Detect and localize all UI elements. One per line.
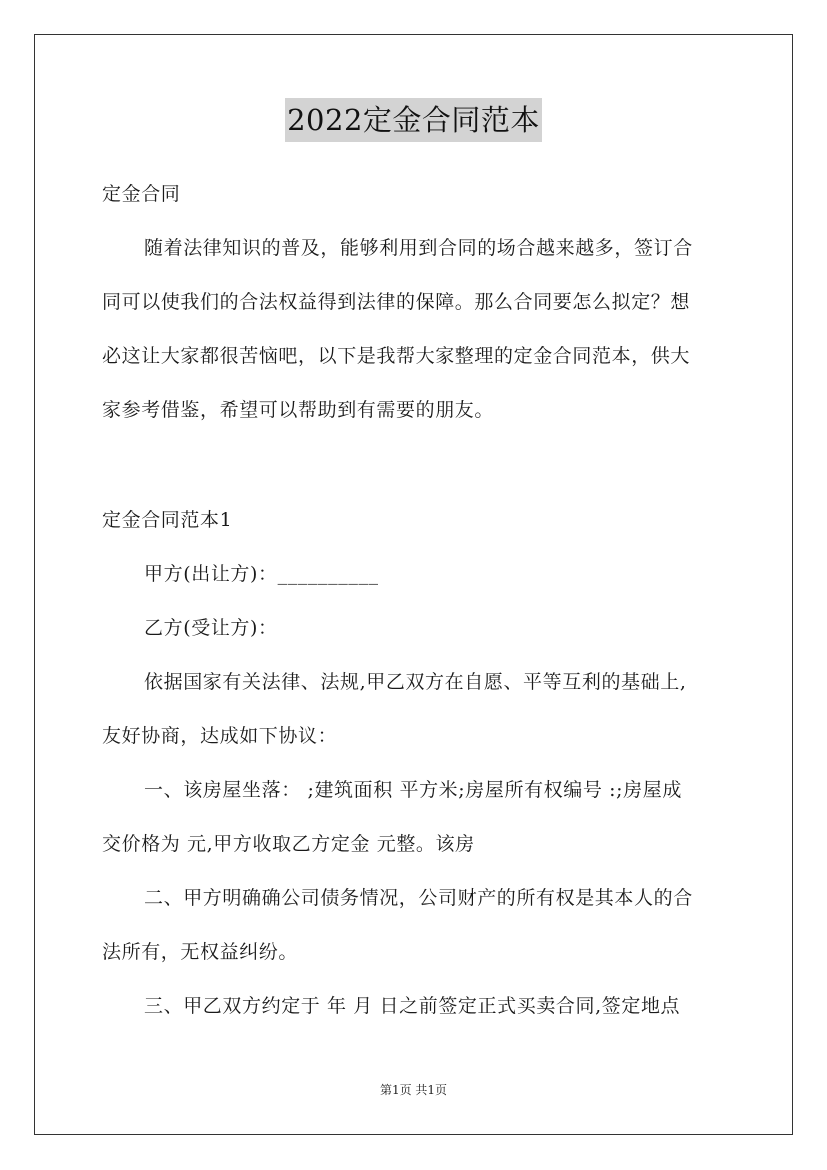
document-heading: 定金合同 <box>102 183 181 205</box>
party-a-label: 甲方(出让方)： <box>144 563 278 585</box>
intro-line-3: 必这让大家都很苦恼吧，以下是我帮大家整理的定金合同范本，供大 <box>102 345 691 367</box>
document-title: 2022定金合同范本 <box>285 98 542 142</box>
body-line-6: 法所有，无权益纠纷。 <box>102 941 299 963</box>
intro-line-4: 家参考借鉴，希望可以帮助到有需要的朋友。 <box>102 399 495 421</box>
body-line-2: 友好协商，达成如下协议： <box>102 725 338 747</box>
party-a-line <box>144 561 379 587</box>
body-line-3: 一、该房屋坐落： ;建筑面积 平方米;房屋所有权编号 :;房屋成 <box>144 779 682 801</box>
page-footer: 第1页 共1页 <box>379 1083 448 1097</box>
body-line-1: 依据国家有关法律、法规,甲乙双方在自愿、平等互利的基础上, <box>144 671 687 693</box>
party-a-blank: __________ <box>277 563 379 585</box>
intro-line-2: 同可以使我们的合法权益得到法律的保障。那么合同要怎么拟定？想 <box>102 291 691 313</box>
body-line-4: 交价格为 元,甲方收取乙方定金 元整。该房 <box>102 833 475 855</box>
intro-line-1: 随着法律知识的普及，能够利用到合同的场合越来越多，签订合 <box>144 237 693 259</box>
body-line-7: 三、甲乙双方约定于 年 月 日之前签定正式买卖合同,签定地点 <box>144 995 681 1017</box>
title-container <box>0 98 827 142</box>
party-b-label: 乙方(受让方)： <box>144 617 278 639</box>
section-title: 定金合同范本1 <box>102 509 233 531</box>
body-line-5: 二、甲方明确确公司债务情况，公司财产的所有权是其本人的合 <box>144 887 693 909</box>
